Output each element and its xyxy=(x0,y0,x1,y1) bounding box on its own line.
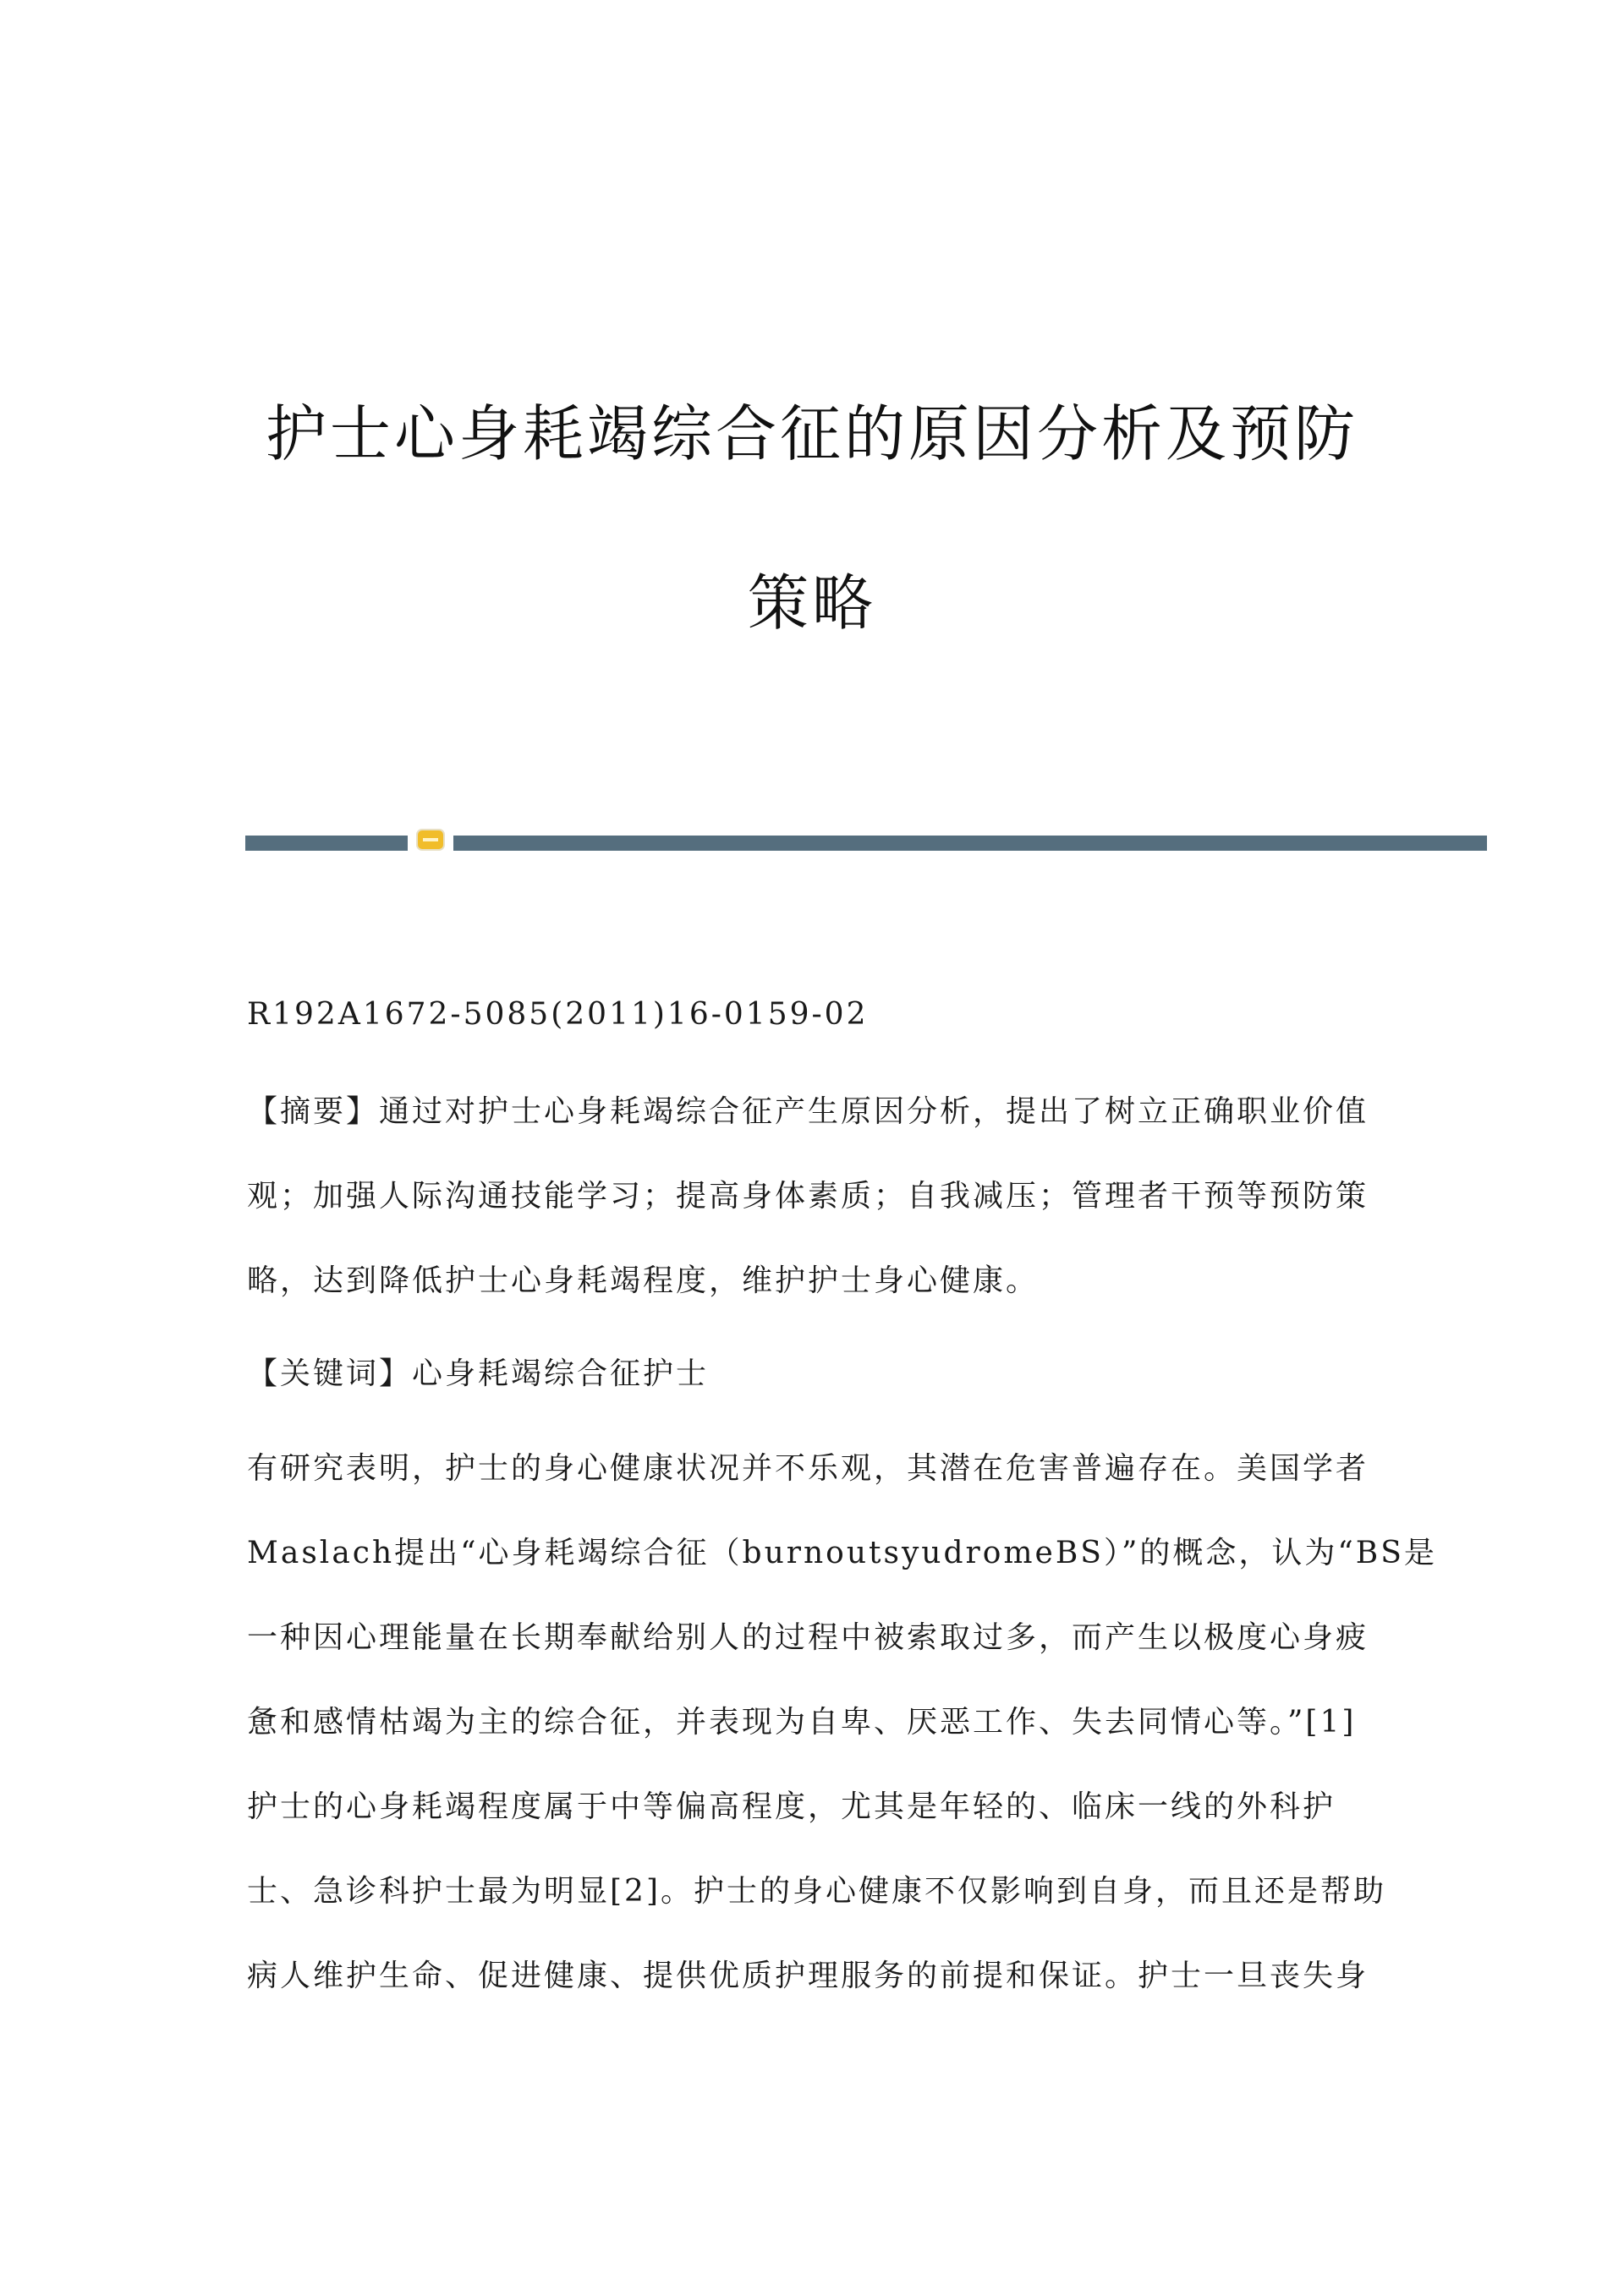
body-line: 有研究表明，护士的身心健康状况并不乐观，其潜在危害普遍存在。美国学者 xyxy=(247,1451,1369,1486)
keywords: 【关键词】心身耗竭综合征护士 xyxy=(247,1356,710,1391)
abstract-line: 观；加强人际沟通技能学习；提高身体素质；自我减压；管理者干预等预防策 xyxy=(247,1179,1369,1214)
document-title-line-1: 护士心身耗竭综合征的原因分析及预防 xyxy=(265,398,1358,469)
body-line: 一种因心理能量在长期奉献给别人的过程中被索取过多，而产生以极度心身疲 xyxy=(247,1620,1369,1655)
body-line: Maslach提出“心身耗竭综合征（burnoutsyudromeBS）”的概念，认为“BS是 xyxy=(247,1536,1437,1570)
divider-bar-left xyxy=(245,836,408,851)
divider-marker-icon xyxy=(418,830,443,849)
classification-code: R192A1672-5085(2011)16-0159-02 xyxy=(247,997,869,1032)
body-line: 病人维护生命、促进健康、提供优质护理服务的前提和保证。护士一旦丧失身 xyxy=(247,1959,1369,1993)
body-line: 惫和感情枯竭为主的综合征，并表现为自卑、厌恶工作、失去同情心等。”[1] xyxy=(247,1705,1357,1740)
abstract-line: 【摘要】通过对护士心身耗竭综合征产生原因分析，提出了树立正确职业价值 xyxy=(247,1094,1369,1129)
abstract-line: 略，达到降低护士心身耗竭程度，维护护士身心健康。 xyxy=(247,1263,1040,1298)
body-line: 士、急诊科护士最为明显[2]。护士的身心健康不仅影响到自身，而且还是帮助 xyxy=(247,1874,1386,1909)
body-line: 护士的心身耗竭程度属于中等偏高程度，尤其是年轻的、临床一线的外科护 xyxy=(247,1789,1336,1824)
divider-bar-right xyxy=(453,836,1487,851)
title-divider xyxy=(245,836,1487,851)
document-title-line-2: 策略 xyxy=(747,567,876,638)
